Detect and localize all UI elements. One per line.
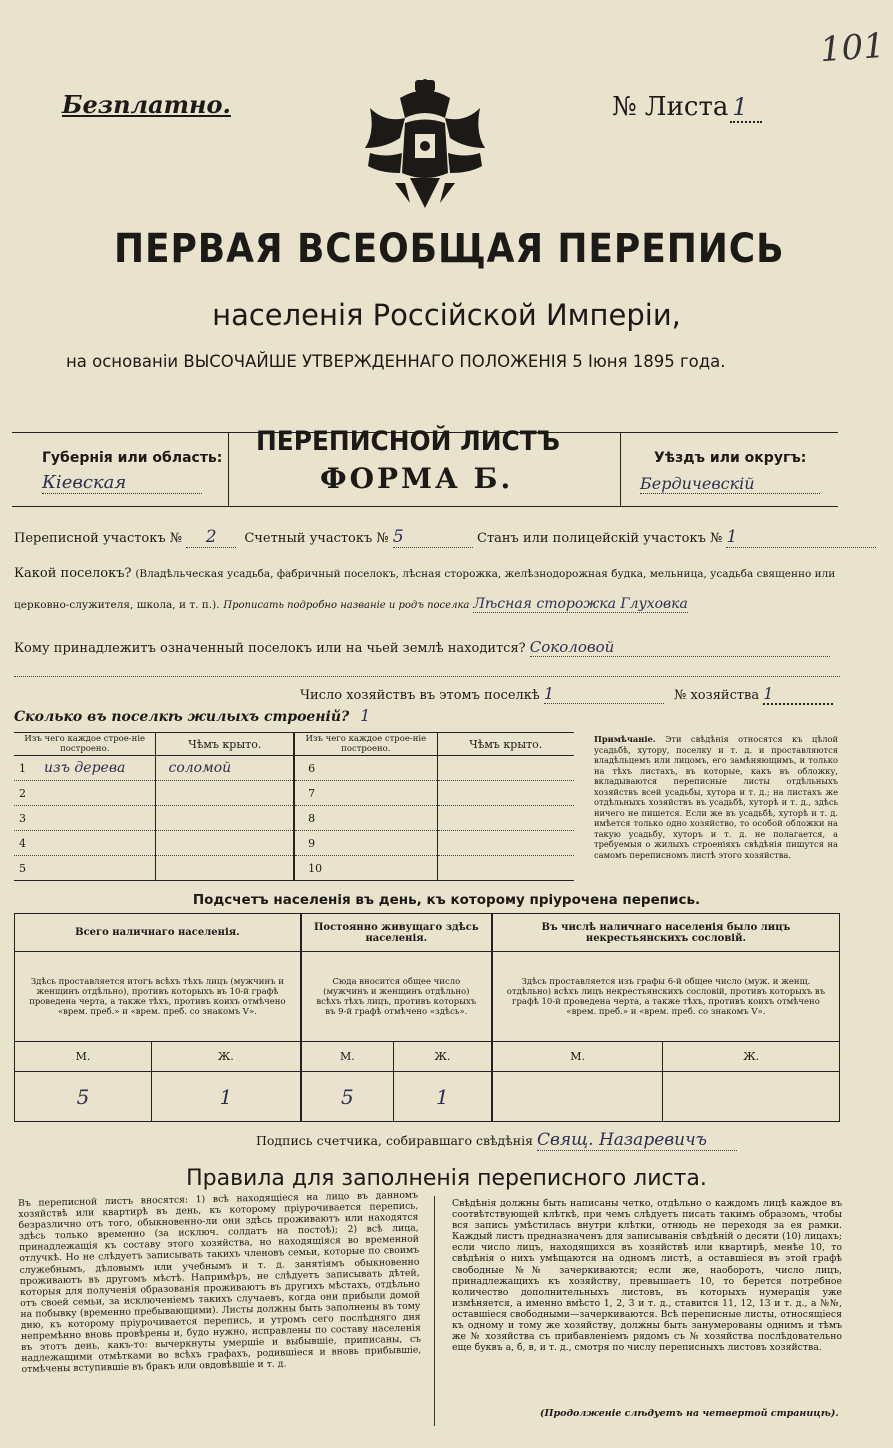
- col-material-right: Изъ чего каждое строе-ніе построено.: [294, 733, 437, 756]
- row-number: 10: [308, 861, 323, 875]
- owner-row: [14, 638, 830, 657]
- non-zh-value: [663, 1072, 840, 1122]
- table-row: [14, 781, 574, 806]
- m-header: М.: [15, 1042, 152, 1072]
- header-divider-left: [228, 432, 229, 507]
- imperial-eagle-emblem: [360, 78, 490, 218]
- households-value: 1: [544, 684, 664, 704]
- m-header: М.: [492, 1042, 663, 1072]
- police-value: 1: [726, 527, 876, 548]
- zh-header: Ж.: [394, 1042, 492, 1072]
- col-permanent-desc: Сюда вносится общее число (мужчинъ и женщинъ отдѣльно) всѣхъ тѣхъ лицъ, противъ которыхъ въ 9-й графѣ отмѣчено «здѣсь».: [301, 952, 492, 1042]
- note: [594, 734, 838, 860]
- buildings-table: [14, 732, 574, 881]
- rules-left: Въ переписной листъ вносятся: 1) всѣ находящіеся на лицо въ данномъ хозяйствѣ или квартирѣ въ день, къ которому пріурочивается перепись, безразлично отъ того, обыкновенно-ли они здѣсь проживаютъ или находятся здѣсь только временно (за исключ. солдатъ на постоѣ); 2) всѣ лица, принадлежащія къ составу этого хозяйства, но находящіяся во временной отлучкѣ. Но не слѣдуетъ записывать такихъ членовъ семьи, которые по своимъ служебнымъ, дѣловымъ или учебнымъ и т. д. занятіямъ обыкновенно проживаютъ въ другомъ мѣстѣ. Напримѣръ, не слѣдуетъ записывать дѣтей, которыя для полученія образованія проживаютъ въ другихъ мѣстахъ, отдѣльно отъ своей семьи, за исключеніемъ такихъ случаевъ, когда они прибыли домой на побывку (временно пребывающими). Листы должны быть заполнены въ тому дню, къ которому пріурочивается перепись, и утромъ сего послѣдняго дня непремѣнно вновь провѣрены и, будо нужно, исправлены по составу населенія въ этотъ день, какъ-то: вычеркнуты умершіе и выбывшіе, приписаны, съ надлежащими отмѣтками во всѣхъ графахъ, родившіеся и вновь прибывшіе, отмѣчены вступившіе въ бракъ или овдовѣвшіе и т. д.: [18, 1189, 422, 1376]
- census-area-row: [14, 527, 876, 548]
- zh-header: Ж.: [151, 1042, 300, 1072]
- table-row: [14, 856, 574, 881]
- households-row: [300, 684, 833, 705]
- main-title: ПЕРВАЯ ВСЕОБЩАЯ ПЕРЕПИСЬ: [114, 226, 785, 272]
- gubernia-value: Кіевская: [42, 472, 202, 494]
- col-total-title: Всего наличнаго населенія.: [15, 914, 301, 952]
- buildings-value: 1: [360, 706, 371, 725]
- household-no-label: № хозяйства: [674, 688, 760, 703]
- row-number: 4: [19, 836, 26, 850]
- census-area-value: 2: [186, 527, 236, 548]
- population-table: [14, 913, 840, 1122]
- police-label: Станъ или полицейскій участокъ №: [477, 531, 723, 546]
- total-zh-value: 1: [151, 1072, 300, 1122]
- buildings-label: Сколько въ поселкѣ жилыхъ строеній?: [14, 709, 350, 725]
- col-material-left: Изъ чего каждое строе-ніе построено.: [14, 733, 156, 756]
- census-area-label: Переписной участокъ №: [14, 531, 183, 546]
- households-label: Число хозяйствъ въ этомъ поселкѣ: [300, 688, 540, 703]
- signature-value: Свящ. Назаревичъ: [537, 1130, 737, 1151]
- sheet-number: [612, 92, 762, 122]
- owner-value: Соколовой: [530, 638, 830, 657]
- count-area-label: Счетный участокъ №: [244, 531, 389, 546]
- rules-continued: (Продолженіе слѣдуетъ на четвертой страницѣ).: [540, 1408, 839, 1419]
- archive-number: 101: [818, 25, 887, 71]
- gubernia-label: Губернія или область:: [42, 450, 223, 466]
- total-m-value: 5: [15, 1072, 152, 1122]
- uezd-label: Уѣздъ или округъ:: [654, 450, 807, 466]
- sheet-number-value: 1: [730, 93, 761, 123]
- note-label: Примѣчаніе.: [594, 734, 656, 744]
- row-number: 6: [308, 761, 316, 775]
- col-nonpeasant-desc: Здѣсь проставляется изъ графы 6-й общее число (муж. и женщ. отдѣльно) всѣхъ лицъ некрестьянскихъ сословій, противъ которыхъ въ графѣ 10-й проведена черта, а также тѣхъ, противъ коихъ отмѣчено «врем. преб.» и «врем. преб. со знакомъ V».: [492, 952, 840, 1042]
- note-text: Эти свѣдѣнія относятся къ цѣлой усадьбѣ, хутору, поселку и т. д. и проставляются владѣльцемъ или лицомъ, его замѣняющимъ, и только на тѣхъ листахъ, въ которые, какъ въ обложку, вкладываются переписные листы отдѣльныхъ хозяйствъ всей усадьбы, хутора и т. д.; на листахъ же отдѣльныхъ хозяйствъ въ усадьбѣ, хуторѣ и т. д., здѣсь ничего не пишется. Если же въ усадьбѣ, хуторѣ и т. д. имѣется только одно хозяйство, то особой обложки на такую усадьбу, хуторъ и т. д. не полагается, а требуемыя о жилыхъ строеніяхъ свѣдѣнія пишутся на самомъ переписномъ листѣ этого хозяйства.: [594, 734, 838, 860]
- row-roof: соломой: [156, 756, 294, 781]
- form-subtitle: ФОРМА Б.: [320, 462, 514, 495]
- owner-label: Кому принадлежитъ означенный поселокъ или на чьей землѣ находится?: [14, 641, 526, 656]
- table-row: [14, 806, 574, 831]
- col-roof-left: Чѣмъ крыто.: [156, 733, 294, 756]
- sheet-number-label: № Листа: [612, 92, 729, 122]
- settlement-hint: (Владѣльческая усадьба, фабричный поселокъ, лѣсная сторожка, желѣзнодорожная будка, мельница, усадьба священно или церковно-служителя, школа, и т. п.).: [14, 568, 836, 611]
- row-number: 9: [308, 836, 316, 850]
- row-material: изъ дерева: [44, 760, 126, 776]
- table-row: [14, 756, 574, 781]
- rules-divider: [434, 1196, 435, 1426]
- col-nonpeasant-title: Въ числѣ наличнаго населенія было лицъ некрестьянскихъ сословій.: [492, 914, 840, 952]
- row-number: 2: [19, 786, 26, 800]
- blank-line: [14, 676, 840, 677]
- col-roof-right: Чѣмъ крыто.: [437, 733, 574, 756]
- row-number: 3: [19, 811, 26, 825]
- settlement-hint2: Прописать подробно названіе и родъ поселка: [223, 600, 470, 611]
- zh-header: Ж.: [663, 1042, 840, 1072]
- settlement-value: Лѣсная сторожка Глуховка: [473, 596, 688, 612]
- table-row: [14, 831, 574, 856]
- settlement-label: Какой поселокъ?: [14, 566, 132, 581]
- subtitle: населенія Россійской Имперіи,: [212, 298, 681, 332]
- signature-label: Подпись счетчика, собиравшаго свѣдѣнія: [256, 1133, 533, 1148]
- perm-zh-value: 1: [394, 1072, 492, 1122]
- settlement-row: [14, 558, 844, 621]
- population-heading: Подсчетъ населенія въ день, къ которому пріурочена перепись.: [192, 892, 701, 908]
- header-divider-right: [620, 432, 621, 507]
- perm-m-value: 5: [301, 1072, 394, 1122]
- signature-row: [256, 1130, 737, 1151]
- row-number: 1: [19, 762, 26, 775]
- rules-right: Свѣдѣнія должны быть написаны четко, отдѣльно о каждомъ лицѣ каждое въ соотвѣтствующей клѣткѣ, при чемъ слѣдуетъ писать такимъ образомъ, чтобы вся запись умѣстилась внутри клѣтки, отнюдь не переходя за ея рамки. Каждый листъ предназначенъ для записыванія свѣдѣній о десяти (10) лицахъ; если число лицъ, находящихся въ хозяйствѣ или квартирѣ, менѣе 10, то свѣдѣнія о нихъ умѣщаются на одномъ листѣ, а оставшіеся въ этой графѣ свободные №№ зачеркиваются; если же, наоборотъ, число лицъ, принадлежащихъ къ хозяйству, превышаетъ 10, то берется потребное количество дополнительныхъ листовъ, въ которыхъ нумерація уже измѣняется, а именно вмѣсто 1, 2, 3 и т. д., ставится 11, 12, 13 и т. д., а №№, оставшіеся свободными—зачеркиваются. Всѣ переписные листы, относящіеся къ одному и тому же хозяйству, должны быть занумерованы однимъ и тѣмъ же № хозяйства съ прибавленіемъ рядомъ съ № хозяйства послѣдовательно еще буквъ а, б, в, и т. д., смотря по числу переписныхъ листовъ хозяйства.: [452, 1198, 842, 1354]
- non-m-value: [492, 1072, 663, 1122]
- buildings-row: [14, 706, 370, 725]
- free-label: Безплатно.: [62, 90, 231, 119]
- row-number: 8: [308, 811, 316, 825]
- household-no-value: 1: [763, 684, 833, 705]
- count-area-value: 5: [393, 527, 473, 548]
- form-title: ПЕРЕПИСНОЙ ЛИСТЪ: [256, 426, 561, 457]
- col-permanent-title: Постоянно живущаго здѣсь населенія.: [301, 914, 492, 952]
- statute-line: на основаніи ВЫСОЧАЙШЕ УТВЕРЖДЕННАГО ПОЛОЖЕНІЯ 5 Іюня 1895 года.: [66, 352, 726, 371]
- rules-title: Правила для заполненія переписного листа.: [186, 1166, 707, 1191]
- m-header: М.: [301, 1042, 394, 1072]
- uezd-value: Бердичевскій: [640, 474, 820, 494]
- col-total-desc: Здѣсь проставляется итогъ всѣхъ тѣхъ лицъ (мужчинъ и женщинъ отдѣльно), противъ которыхъ въ 10-й графѣ проведена черта, а также тѣхъ, противъ коихъ отмѣчено «врем. преб.» и «врем. преб. со знакомъ V».: [15, 952, 301, 1042]
- row-number: 7: [308, 786, 316, 800]
- row-number: 5: [19, 861, 26, 875]
